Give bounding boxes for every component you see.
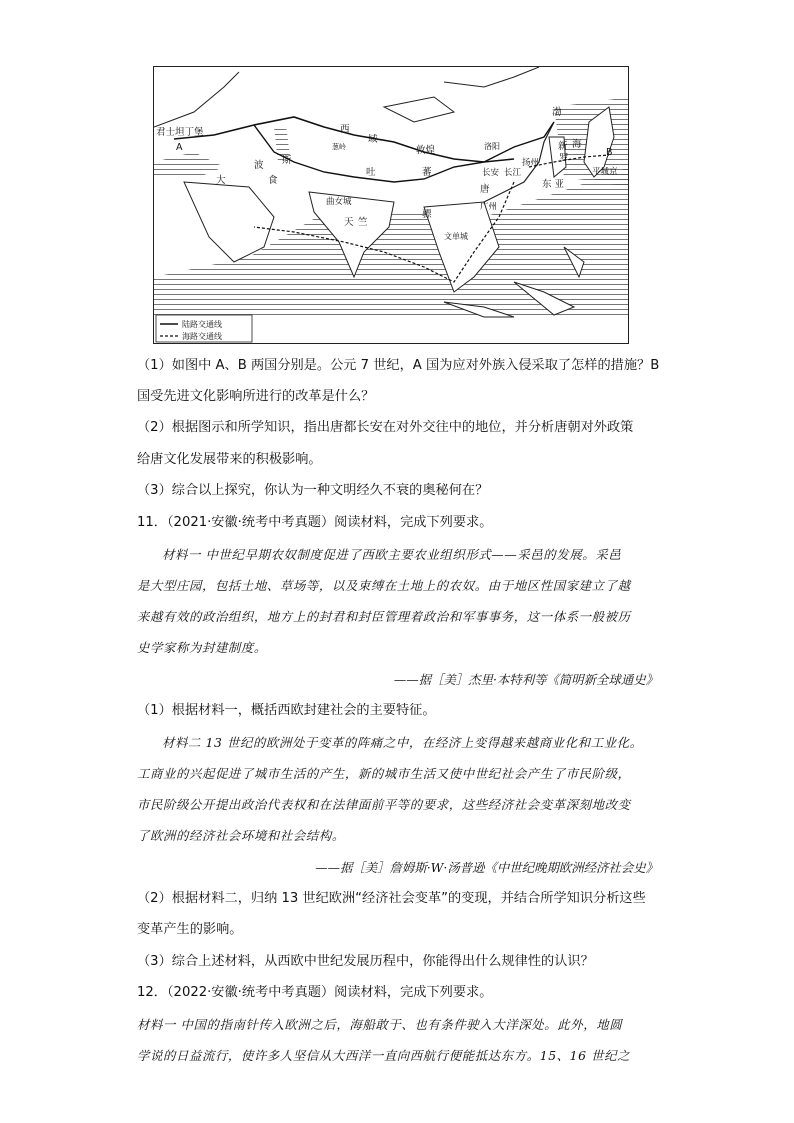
question-line: （1）如图中 A、B 两国分别是。公元 7 世纪，A 国为应对外族入侵采取了怎样的措施？B (137, 358, 660, 373)
silk-road-map (153, 66, 629, 344)
map-label-tian: 天 (344, 217, 354, 228)
map-label-qunuchen: 曲女城 (326, 197, 352, 207)
legend-sea-label: 海路交通线 (182, 332, 222, 341)
question-line: （2）根据图示和所学知识，指出唐都长安在对外交往中的地位，并分析唐朝对外政策 (137, 420, 634, 435)
material-source: ——据［美］杰里·本特利等《简明新全球通史》 (393, 672, 658, 687)
map-label-luoyang: 洛阳 (484, 142, 500, 151)
map-label-xinluo: 新 (558, 141, 568, 152)
map-label-yangzhou: 扬州 (522, 158, 540, 168)
map-label-bohai: 渤 (552, 107, 562, 118)
question-line: 给唐文化发展带来的积极影响。 (137, 452, 322, 467)
map-label-luo: 罗 (559, 153, 569, 164)
map-label-da: 大 (216, 175, 226, 186)
question-line: （3）综合以上探究，你认为一种文明经久不衰的奥秘何在？ (137, 483, 489, 498)
map-label-dongya: 东 亚 (542, 179, 565, 190)
lake (384, 97, 454, 122)
map-label-zhu: 竺 (358, 217, 368, 228)
map-label-tu: 吐 (366, 167, 376, 178)
map-label-hai: 海 (572, 139, 582, 150)
map-label-changjiang: 长江 (504, 168, 522, 178)
map-label-tang: 唐 (480, 184, 490, 195)
map-drawing (154, 67, 629, 344)
map-label-shi: 食 (268, 175, 278, 186)
map-label-xi: 西 (340, 124, 350, 135)
map-label-pingchengjing: 平城京 (592, 167, 618, 177)
map-label-si: 斯 (282, 155, 292, 166)
map-label-a: A (176, 142, 183, 153)
map-label-wendancheng: 文单城 (444, 232, 468, 241)
material-line: 材料二 13 世纪的欧洲处于变革的阵痛之中，在经济上变得越来越商业化和工业化。 (162, 735, 643, 750)
map-label-a-city: 君士坦丁堡 (156, 127, 204, 138)
map-label-dunhuang: 敦煌 (416, 145, 436, 156)
material-line: 工商业的兴起促进了城市生活的产生，新的城市生活又使中世纪社会产生了市民阶级， (137, 766, 631, 781)
map-label-piao: 骠 (422, 209, 432, 220)
mediterranean (154, 152, 224, 179)
china-coast (484, 122, 554, 202)
map-label-fan: 蕃 (422, 167, 432, 178)
map-label-bo: 波 (254, 160, 264, 171)
map-label-yu: 域 (368, 134, 378, 145)
material-line: 是大型庄园，包括土地、草场等，以及束缚在土地上的农奴。由于地区性国家建立了越 (137, 578, 631, 593)
question-line: 国受先进文化影响所进行的改革是什么？ (137, 389, 375, 404)
material-source: ——据［美］詹姆斯·W·汤普逊《中世纪晚期欧洲经济社会史》 (315, 860, 658, 875)
arabia-land (184, 182, 274, 262)
question-line: （1）根据材料一，概括西欧封建社会的主要特征。 (137, 703, 436, 718)
question-line: （2）根据材料二，归纳 13 世纪欧洲“经济社会变革”的变现，并结合所学知识分析这些 (137, 891, 646, 906)
material-line: 史学家称为封建制度。 (137, 640, 267, 655)
river (154, 72, 239, 127)
question-line: 变革产生的影响。 (137, 922, 243, 937)
question-heading-11: 11．（2021·安徽·统考中考真题）阅读材料，完成下列要求。 (137, 515, 493, 530)
material-line: 材料一 中国的指南针传入欧洲之后，海船敢于、也有条件驶入大洋深处。此外，地圆 (137, 1017, 623, 1032)
material-line: 材料一 中世纪早期农奴制度促进了西欧主要农业组织形式——采邑的发展。采邑 (162, 547, 622, 562)
map-label-guangzhou: 广州 (480, 202, 498, 212)
material-line: 来越有效的政治组织，地方上的封君和封臣管理着政治和军事事务，这一体系一般被历 (137, 609, 631, 624)
legend-land-label: 陆路交通线 (182, 320, 222, 329)
material-line: 市民阶级公开提出政治代表权和在法律面前平等的要求，这些经济社会变革深刻地改变 (137, 797, 631, 812)
material-line: 了欧洲的经济社会环境和社会结构。 (137, 828, 345, 843)
map-label-changan: 长安 (482, 168, 500, 178)
map-label-congling: 葱岭 (332, 143, 346, 151)
question-heading-12: 12．（2022·安徽·统考中考真题）阅读材料，完成下列要求。 (137, 985, 493, 1000)
map-label-b: B (606, 147, 613, 158)
question-line: （3）综合上述材料，从西欧中世纪发展历程中，你能得出什么规律性的认识？ (137, 954, 594, 969)
material-line: 学说的日益流行，使许多人坚信从大西洋一直向西航行便能抵达东方。15、16 世纪之 (137, 1048, 631, 1063)
river (444, 67, 539, 87)
